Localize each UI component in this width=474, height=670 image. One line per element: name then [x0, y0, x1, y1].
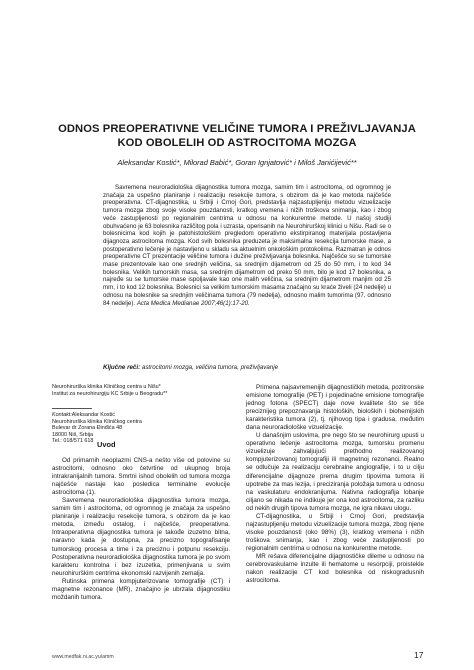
section-heading-intro: Uvod: [97, 440, 116, 449]
affiliations: [52, 384, 232, 397]
left-column: [52, 440, 230, 602]
article-title: ODNOS PREOPERATIVNE VELIČINE TUMORA I PREŽIVLJAVANJA KOD OBOLELIH OD ASTROCITOMA MOZGA: [58, 123, 416, 149]
affiliation-2: Institut za neurohirurgiju KC Srbije u Beogradu**: [52, 390, 168, 397]
contact-line-2: Neurohirurška klinika Kliničkog centra: [52, 418, 142, 425]
contact-line-4: 18000 Niš, Srbija: [52, 431, 94, 438]
right-paragraph-3: CT-dijagnostika, u Srbiji i Crnoj Gori, predstavlja najzastupljeniju metodu vizuelizacije tumora mozga, zbog njene visoke pouzdanosti (oko 98%) (3), kratkog vremena i nižih troškova snimanja, kao i zbog veće zastupljenosti po regionalnim centrima u odnosu na konkurentne metode.: [246, 512, 424, 552]
article-authors: Aleksandar Kostić*, Milorad Babić*, Goran Ignjatović* i Miloš Janićijević**: [117, 158, 357, 167]
right-paragraph-2: U današnjim uslovima, pre nego što se neurohirurg upusti u operativno lečenje astrocitoma mozga, tumorsku promenu vizuelizuje zahvaljujući prethodno realizovanoj kompjuterizovanoj tomografiji ili magnetnoj rezonanci. Realno se odlučuje za realizaciju cerebralne angiografije, i to u cilju diferencijalne dijagnoze prema drugim tipovima tumora ili upotrebe za mas lezija, i preciziranja položaja tumora u odnosu na vaskulaturu endokranijuma. Nativna radiografija lobanje ciljano se nikada ne indikuje jer ona kod astrocitoma, za razliku od nekih drugih tipova tumora mozga, ne igra nikavu ulogu.: [246, 432, 424, 512]
contact-label: Kontakt:: [52, 412, 72, 418]
contact-line-1: Aleksandar Kostić: [71, 412, 115, 418]
intro-paragraph-1: Od primarnih neoplazmi CNS-a nešto više od polovine su astrocitomi, odnosno oko četvrtine od ukupnog broja intrakranijalnih tumora. Smrtni ishod obolelih od tumora mozga najčešće nastaje kao posledica terminalne evolucije astrocitoma (1).: [52, 457, 230, 497]
contact-line-5: Tel.: 018/571 618: [52, 438, 94, 445]
right-paragraph-1: Primena najsavremenijih dijagnostičkih metoda, pozitronske emisione tomografije (PET) i pojedinačne emisione tomografije jednog fotona (SPECT) daje nove kvalitete što se tiče preciznijeg prepoznavanja histoloških, bioloških i biohemijskih karakteristika tumora (2), tj. njihovog tipa i gradusa, međutim dana neuroradiološke vizuelizacije.: [246, 384, 424, 432]
contact-line-3: Bulevar dr Zorana Đinđića 48: [52, 425, 123, 432]
abstract-text: Savremena neuroradiološka dijagnostika tumora mozga, samim tim i astrocitoma, od ogromnog je značaja za uspešno planiranje i realizaciju resekcije tumora, s obzirom da je kao metoda najčešće preoperativna. CT-dijagnostika, u Srbiji i Crnoj Gori, predstavlja najzastupljeniju metodu vizuelizacije tumora mozga zbog svoje visoke pouzdanosti, kratkog vremena i nižih troškova snimanja, kao i zbog veće zastupljenosti po regionalnim centrima u odnosu na konkurentne metode. U našoj studiji obuhvaćeno je 63 bolesnika različitog pola i uzrasta, operisanih na Neurohirurškoj klinici u Nišu. Radi se o bolesnicima kod kojih je patohistološkim pregledom operativno ekstirpiranog materijala postavljena dijagnoza astrocitoma mozga. Kod svih bolesnika preduzeta je maksimalna resekcija tumorske mase, a postoperativno lečenje je nastavljeno u skladu sa aktuelnim onkološkim protokolima. Razmatran je odnos preoperativne CT prezentacije veličine tumora i dužine preživljavanja bolesnika. Najčešće su se tumorske mase prezentovale kao one srednjih veličina, sa srednjim dijametrom od 25 do 50 mm, i to kod 34 bolesnika. Velikih tumorskih masa, sa srednjim dijametrom od preko 50 mm, bilo je kod 17 bolesnika, a najređe su se tumorske mase ispoljavale kao one malih veličina, sa srednjim dijametrom manjim od 25 mm, i to kod 12 bolesnika. Bolesnici sa velikim tumorskim masama značajno su kraće živeli (24 nedelje) u odnosu na bolesnike sa srednjim veličinama tumora (79 nedelja), odnosno malim tumorima (97, odnosno 84 nedelje).: [103, 184, 391, 307]
keywords: [103, 364, 423, 371]
abstract: [103, 184, 391, 307]
affiliation-1: Neurohirurška klinika Kliničkog centra u Nišu*: [52, 384, 161, 390]
intro-paragraph-3: Rutinska primena kompjuterizovane tomografije (CT) i magnetne rezonance (MR), značajno je ubrzala dijagnostiku moždanih tumora.: [52, 577, 230, 601]
abstract-citation: Acta Medica Medianae 2007;46(1):17-20.: [136, 299, 250, 307]
keywords-label: Ključne reči:: [103, 364, 141, 371]
page-number: 17: [414, 650, 424, 660]
right-paragraph-4: MR rešava diferencijalne dijagnostičke dileme u odnosu na cerebrovaskularne inzulte ili hematome u resorpciji, proistekle nakon realizacije CT kod bolesnika od niskogradusnih astrocitoma.: [246, 552, 424, 585]
right-column: [246, 384, 424, 585]
intro-paragraph-2: Savremena neuroradiološka dijagnostika tumora mozga, samim tim i astrocitoma, od ogromnog je značaja za uspešno planiranje i realizaciju resekcije tumora, s obzirom da je kao metoda, između ostalog, i najčešće, preoperativna. Intraoperativna dijagnostika tumora je takođe izuzetno bitna, naravno kada je dostupna, za precizno topografisanje tumorskog procesa a time i za preciznu i potpunu resekciju. Postoperativna neuroradiološka dijagnostika tumora je po svom karakteru kontrolna i bez izuzetka, primenjivana u svim neurohirurškim centrima ekonomski razvijenih zemalja.: [52, 497, 230, 577]
footer-url: www.medfak.ni.ac.yu/amm: [52, 654, 114, 660]
keywords-text: astrocitomi mozga, veličina tumora, preživljavanje: [141, 364, 279, 371]
affiliation-divider: [52, 408, 92, 409]
